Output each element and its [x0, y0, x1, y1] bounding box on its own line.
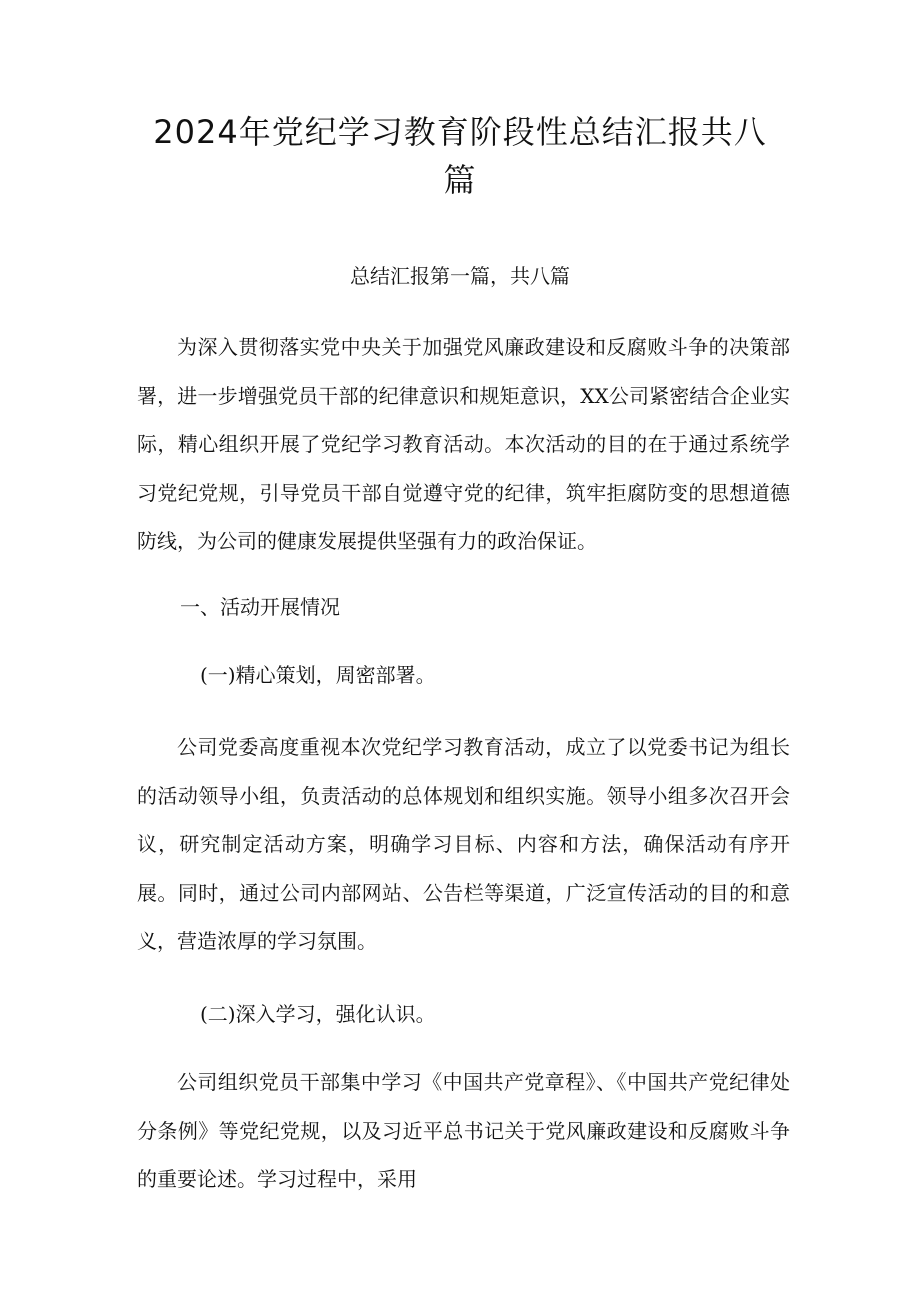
paragraph-planning: 公司党委高度重视本次党纪学习教育活动，成立了以党委书记为组长的活动领导小组，负责活动的总体规划和组织实施。领导小组多次召开会议，研究制定活动方案，明确学习目标、内容和方法，确保活动有序开展。同时，通过公司内部网站、公告栏等渠道，广泛宣传活动的目的和意义，营造浓厚的学习氛围。: [137, 735, 790, 953]
subsection-heading-1: (一)精心策划，周密部署。: [200, 663, 436, 687]
subsection-heading-2: (二)深入学习，强化认识。: [200, 1002, 436, 1026]
section-heading-1: 一、活动开展情况: [180, 595, 340, 619]
paragraph-intro: 为深入贯彻落实党中央关于加强党风廉政建设和反腐败斗争的决策部署，进一步增强党员干部的纪律意识和规矩意识，XX公司紧密结合企业实际，精心组织开展了党纪学习教育活动。本次活动的目的在于通过系统学习党纪党规，引导党员干部自觉遵守党的纪律，筑牢拒腐防变的思想道德防线，为公司的健康发展提供坚强有力的政治保证。: [137, 335, 790, 553]
paragraph-study: 公司组织党员干部集中学习《中国共产党章程》、《中国共产党纪律处分条例》等党纪党规，以及习近平总书记关于党风廉政建设和反腐败斗争的重要论述。学习过程中，采用: [137, 1070, 790, 1191]
document-title: 2024年党纪学习教育阶段性总结汇报共八篇: [153, 113, 767, 199]
document-subtitle: 总结汇报第一篇，共八篇: [350, 264, 570, 288]
